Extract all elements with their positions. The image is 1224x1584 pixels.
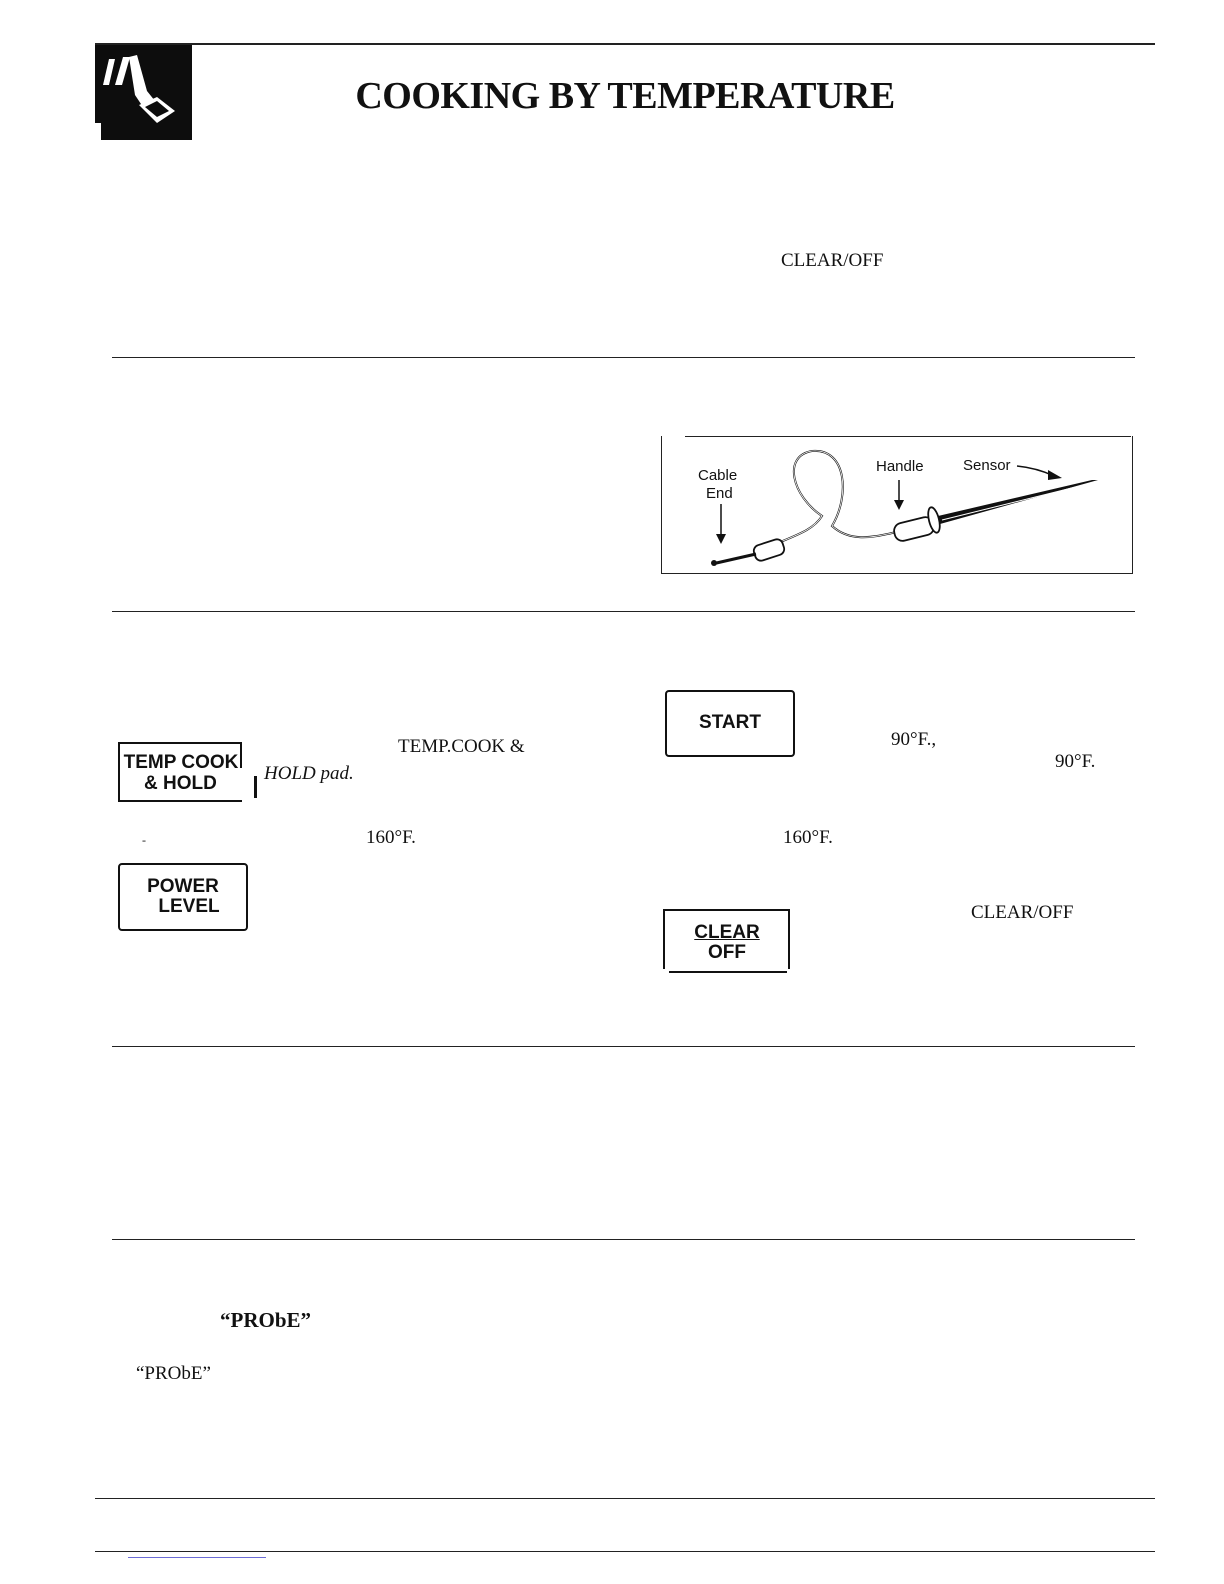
clear-off-button[interactable]: [663, 909, 791, 973]
power-level-line2: LEVEL: [158, 896, 220, 917]
temp-cook-text-1: TEMP.COOK &: [398, 736, 525, 757]
section-divider: [112, 357, 1135, 358]
power-level-button[interactable]: [118, 863, 248, 931]
header-top-rule: [95, 43, 1155, 45]
page-title: COOKING BY TEMPERATURE: [355, 75, 895, 117]
clear-off-line1: CLEAR: [694, 922, 760, 943]
footer-rule: [95, 1498, 1155, 1499]
probe-plain-text: “PRObE”: [136, 1363, 211, 1384]
power-level-line1: POWER: [147, 876, 219, 897]
footer-link-underline[interactable]: [128, 1557, 266, 1558]
footer-rule: [95, 1551, 1155, 1552]
section-divider: [112, 611, 1135, 612]
temp-160-right: 160°F.: [783, 827, 833, 848]
handle-label: Handle: [876, 458, 924, 475]
cable-label: Cable: [698, 467, 738, 484]
probe-figure: [661, 436, 1133, 574]
temp-90-b: 90°F.: [1055, 751, 1096, 772]
temp-cook-hold-line2: & HOLD: [144, 773, 217, 794]
end-label: End: [706, 485, 733, 502]
dash-mark: -: [142, 833, 146, 847]
intro-clear-off-text: CLEAR/OFF: [781, 250, 884, 271]
temperature-probe-illustration: [662, 436, 1132, 573]
start-label: START: [699, 712, 761, 733]
temp-cook-hold-button[interactable]: [118, 742, 244, 802]
temp-90-a: 90°F.,: [891, 729, 937, 750]
temp-cook-hold-line1: TEMP COOK: [123, 752, 239, 773]
clear-off-line2: OFF: [708, 942, 746, 963]
start-button[interactable]: [665, 690, 795, 757]
section-divider: [112, 1046, 1135, 1047]
probe-bold-text: “PRObE”: [220, 1308, 312, 1332]
pad-edge-mark: [254, 776, 257, 798]
clear-off-text: CLEAR/OFF: [971, 902, 1074, 923]
sensor-label: Sensor: [963, 457, 1011, 474]
temp-160-left: 160°F.: [366, 827, 416, 848]
temp-cook-text-2: HOLD pad.: [264, 763, 354, 784]
section-divider: [112, 1239, 1135, 1240]
